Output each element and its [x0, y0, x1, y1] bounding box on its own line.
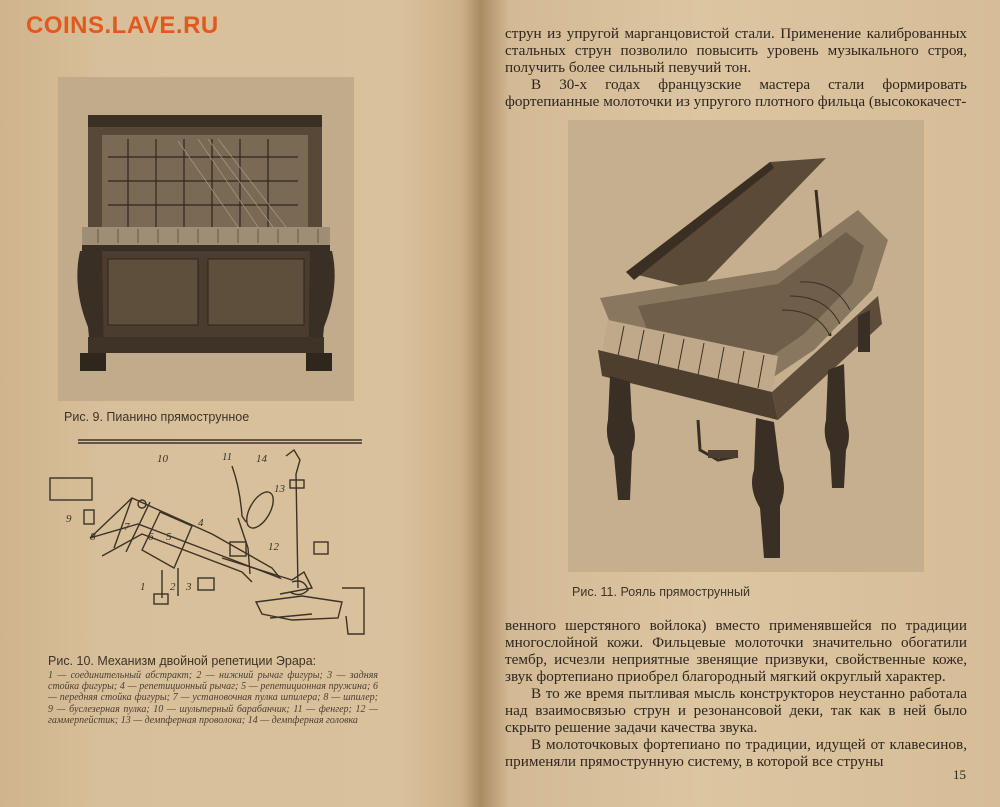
label-14: 14: [256, 453, 267, 465]
page-number: 15: [953, 767, 966, 782]
figure-10-legend: 1 — соединительный абстракт; 2 — нижний рычаг фигуры; 3 — задняя стойка фигуры; 4 — репетиционный рычаг; 5 — репетиционная пружина; 6 — передняя стойка фигуры; 7 — установочная пулка шпилера; 8 — шпилер; 9 — буслезерная пулка; 10 — шультерный барабанчик; 11 — фенгер; 12 — гаммерпейстик; 13 — демпферная проволока; 14 — демпферная головка: [48, 670, 378, 726]
figure-10-caption: [48, 654, 378, 726]
label-13: 13: [274, 483, 285, 495]
label-11: 11: [222, 451, 233, 463]
upright-piano-illustration: [58, 77, 354, 401]
label-3: 3: [186, 581, 192, 593]
label-6: 6: [148, 531, 154, 543]
figure-10-caption-title: Рис. 10. Механизм двойной репетиции Эрара:: [48, 654, 317, 668]
label-1: 1: [140, 581, 146, 593]
label-12: 12: [268, 541, 279, 553]
label-2: 2: [170, 581, 176, 593]
paragraph: венного шерстяного войлока) вместо применявшейся по традиции многослойной кожи. Фильцевые молоточки значительно обогатили тембр, исчезли неприятные звенящие призвуки, свойственные коже, звук фортепиано приобрел благородный мягкий округлый характер.: [505, 617, 967, 685]
paragraph: струн из упругой марганцовистой стали. Применение калиброванных стальных струн позволило повысить уровень музыкального строя, получить более сильный певучий тон.: [505, 25, 967, 76]
figure-mechanism-diagram: [42, 438, 372, 650]
paragraph: В молоточковых фортепиано по традиции, идущей от клавесинов, применяли прямострунную систему, в которой все струны: [505, 736, 967, 770]
grand-piano-illustration: [568, 120, 924, 572]
figure-grand-piano: [568, 120, 924, 572]
figure-upright-piano: [58, 77, 354, 401]
figure-9-caption: Рис. 9. Пианино прямострунное: [64, 410, 250, 424]
label-7: 7: [124, 521, 130, 533]
watermark-text: COINS.LAVE.RU: [26, 12, 219, 39]
paragraph: В то же время пытливая мысль конструкторов неустанно работала над взаимосвязью струн и резонансовой деки, так как в ней было скрыто решение задачи качества звука.: [505, 685, 967, 736]
right-page-text-bottom: [505, 617, 967, 770]
erard-mechanism-drawing: [42, 438, 372, 650]
label-5: 5: [166, 531, 172, 543]
paragraph: В 30-х годах французские мастера стали формировать фортепианные молоточки из упругого плотного фильца (высококачест-: [505, 76, 967, 110]
label-9: 9: [66, 513, 72, 525]
label-8: 8: [90, 531, 96, 543]
figure-11-caption: Рис. 11. Рояль прямострунный: [572, 585, 750, 599]
label-4: 4: [198, 517, 204, 529]
right-page-text-top: [505, 25, 967, 110]
label-10: 10: [157, 453, 168, 465]
